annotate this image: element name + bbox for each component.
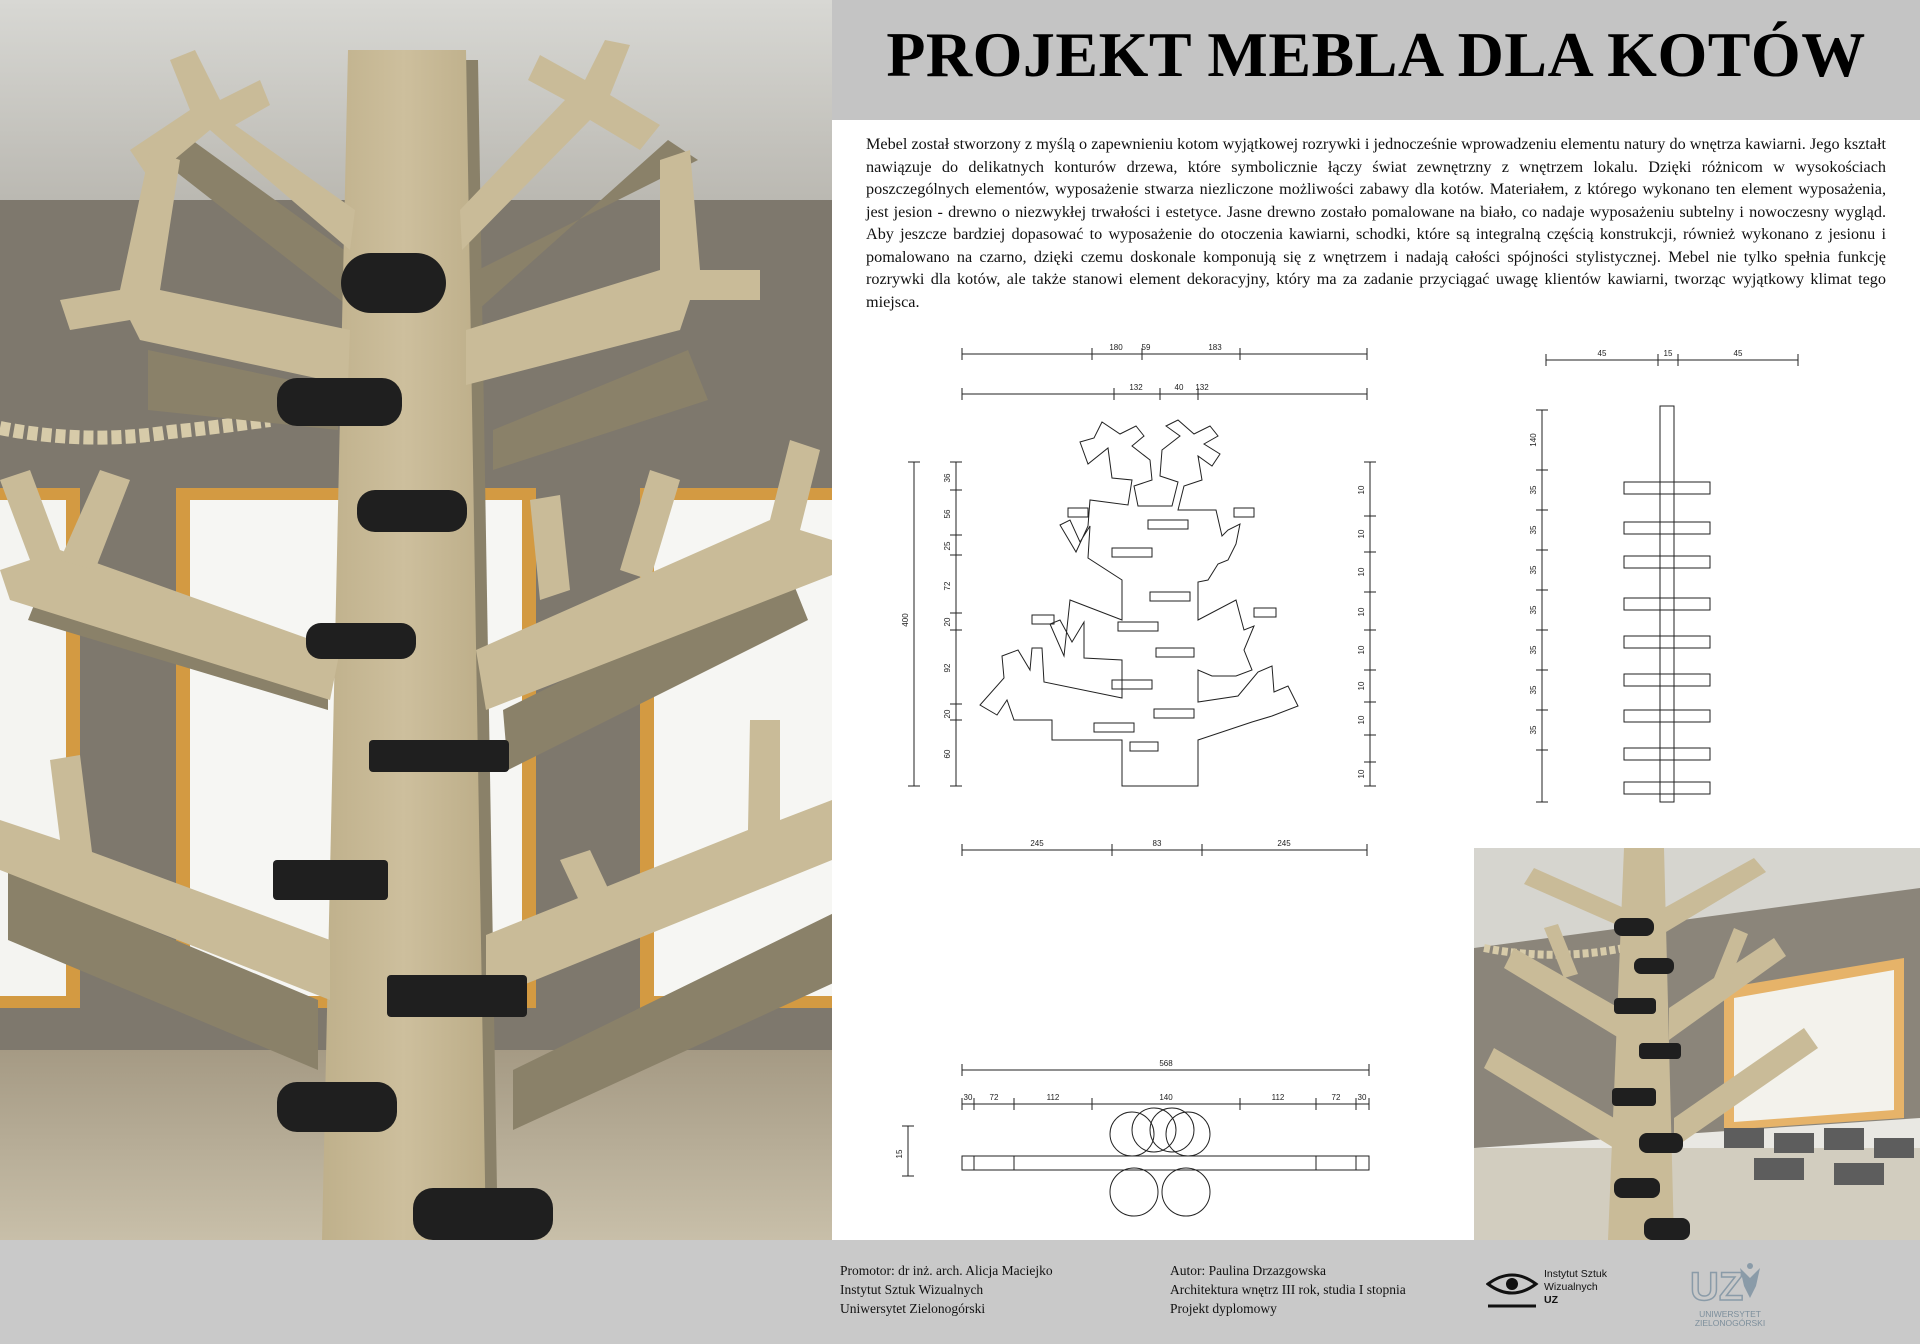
dim-label: 40 bbox=[1174, 383, 1184, 392]
isw-line: Instytut Sztuk bbox=[1544, 1268, 1608, 1280]
dim-label: 10 bbox=[1357, 607, 1366, 617]
dim-label: 183 bbox=[1208, 343, 1222, 352]
promotor-university: Uniwersytet Zielonogórski bbox=[840, 1301, 986, 1316]
dim-label: 36 bbox=[943, 473, 952, 483]
dim-label: 45 bbox=[1597, 349, 1607, 358]
dim-label: 140 bbox=[1529, 433, 1538, 447]
uz-line: UNIWERSYTET bbox=[1699, 1309, 1761, 1319]
dim-label: 15 bbox=[895, 1149, 904, 1159]
isw-line: UZ bbox=[1544, 1294, 1558, 1306]
author-info bbox=[1170, 1261, 1406, 1318]
dim-label: 72 bbox=[989, 1093, 999, 1102]
dim-label: 112 bbox=[1271, 1093, 1285, 1102]
university-eagle-logo-icon bbox=[1680, 1256, 1776, 1316]
front-view-tree-outline bbox=[980, 420, 1298, 786]
promotor-info bbox=[840, 1261, 1053, 1318]
dim-label: 10 bbox=[1357, 529, 1366, 539]
dim-label: 245 bbox=[1030, 839, 1044, 848]
author-name: Autor: Paulina Drzazgowska bbox=[1170, 1263, 1326, 1278]
promotor-institute: Instytut Sztuk Wizualnych bbox=[840, 1282, 984, 1297]
dim-label: 245 bbox=[1277, 839, 1291, 848]
top-view bbox=[902, 1064, 1369, 1216]
front-view-steps bbox=[1032, 508, 1276, 751]
dim-label: 10 bbox=[1357, 681, 1366, 691]
dim-label: 35 bbox=[1529, 565, 1538, 575]
dim-label: 30 bbox=[963, 1093, 973, 1102]
dim-label: 83 bbox=[1152, 839, 1162, 848]
page-title: PROJEKT MEBLA DLA KOTÓW bbox=[886, 19, 1866, 90]
dim-label: 20 bbox=[943, 617, 952, 627]
dim-label: 25 bbox=[943, 541, 952, 551]
main-render-image bbox=[0, 0, 832, 1240]
dim-label: 59 bbox=[1141, 343, 1151, 352]
front-view-right-dimensions bbox=[1364, 462, 1376, 786]
isw-line: Wizualnych bbox=[1544, 1281, 1598, 1293]
uz-line: ZIELONOGÓRSKI bbox=[1694, 1318, 1766, 1328]
floor bbox=[1474, 1148, 1920, 1240]
dim-label: 568 bbox=[1159, 1059, 1173, 1068]
dim-label: 35 bbox=[1529, 685, 1538, 695]
dim-label: 45 bbox=[1733, 349, 1743, 358]
svg-text:UZ: UZ bbox=[1690, 1265, 1744, 1309]
dim-label: 132 bbox=[1129, 383, 1143, 392]
dim-label: 400 bbox=[901, 613, 910, 627]
author-program: Architektura wnętrz III rok, studia I stopnia bbox=[1170, 1282, 1406, 1297]
project-description: Mebel został stworzony z myślą o zapewnieniu kotom wyjątkowej rozrywki i jednocześnie wprowadzeniu elementu natury do wnętrza kawiarni. Jego kształt nawiązuje do delikatnych konturów drzewa, które symbolicznie łączy świat zewnętrzny z wnętrzem lokalu. Dzięki różnicom w wysokościach poszczególnych elementów, wyposażenie stwarza niezliczone możliwości zabawy dla kotów. Materiałem, z którego wykonano ten element wyposażenia, jest jesion - drewno o niezwykłej trwałości i estetyce. Jasne drewno zostało pomalowane na biało, co nadaje wyposażeniu subtelny i nowoczesny wygląd. Aby jeszcze bardziej dopasować to wyposażenie do otoczenia kawiarni, schodki, które są integralną częścią konstrukcji, również wykonano z jesionu i pomalowano na czarno, dzięki czemu doskonale komponują się z wnętrzem i nadają całości spójności stylistycznej. Mebel nie tylko spełnia funkcję rozrywki dla kotów, ale także stanowi element dekoracyjny, który ma za zadanie przyciągać uwagę klientów kawiarni, tworząc wyjątkowy klimat tego miejsca. bbox=[866, 135, 1886, 311]
cat-tree-interior-render bbox=[1474, 848, 1920, 1240]
dim-label: 35 bbox=[1529, 725, 1538, 735]
dim-label: 10 bbox=[1357, 485, 1366, 495]
dim-label: 35 bbox=[1529, 605, 1538, 615]
side-view bbox=[1536, 354, 1798, 802]
dim-label: 180 bbox=[1109, 343, 1123, 352]
front-view-left-dimensions bbox=[908, 462, 962, 786]
dim-label: 132 bbox=[1195, 383, 1209, 392]
front-view-bottom-dimensions bbox=[962, 844, 1367, 856]
author-project-type: Projekt dyplomowy bbox=[1170, 1301, 1277, 1316]
dim-label: 10 bbox=[1357, 567, 1366, 577]
promotor-name: Promotor: dr inż. arch. Alicja Maciejko bbox=[840, 1263, 1053, 1278]
dim-label: 92 bbox=[943, 663, 952, 673]
front-view-top-dimensions bbox=[962, 348, 1367, 400]
dim-label: 15 bbox=[1663, 349, 1673, 358]
dim-label: 112 bbox=[1046, 1093, 1060, 1102]
dim-label: 30 bbox=[1357, 1093, 1367, 1102]
dim-label: 35 bbox=[1529, 485, 1538, 495]
dim-label: 10 bbox=[1357, 645, 1366, 655]
dim-label: 72 bbox=[943, 581, 952, 591]
secondary-render-image bbox=[1474, 848, 1920, 1240]
dim-label: 72 bbox=[1331, 1093, 1341, 1102]
dim-label: 10 bbox=[1357, 769, 1366, 779]
dim-label: 60 bbox=[943, 749, 952, 759]
dim-label: 140 bbox=[1159, 1093, 1173, 1102]
isw-logo-text bbox=[1544, 1268, 1607, 1307]
dim-label: 20 bbox=[943, 709, 952, 719]
dim-label: 56 bbox=[943, 509, 952, 519]
dim-label: 35 bbox=[1529, 645, 1538, 655]
dim-label: 10 bbox=[1357, 715, 1366, 725]
title-band bbox=[832, 0, 1920, 120]
cat-tree-render bbox=[0, 0, 832, 1240]
dim-label: 35 bbox=[1529, 525, 1538, 535]
university-logo-text bbox=[1680, 1310, 1780, 1328]
